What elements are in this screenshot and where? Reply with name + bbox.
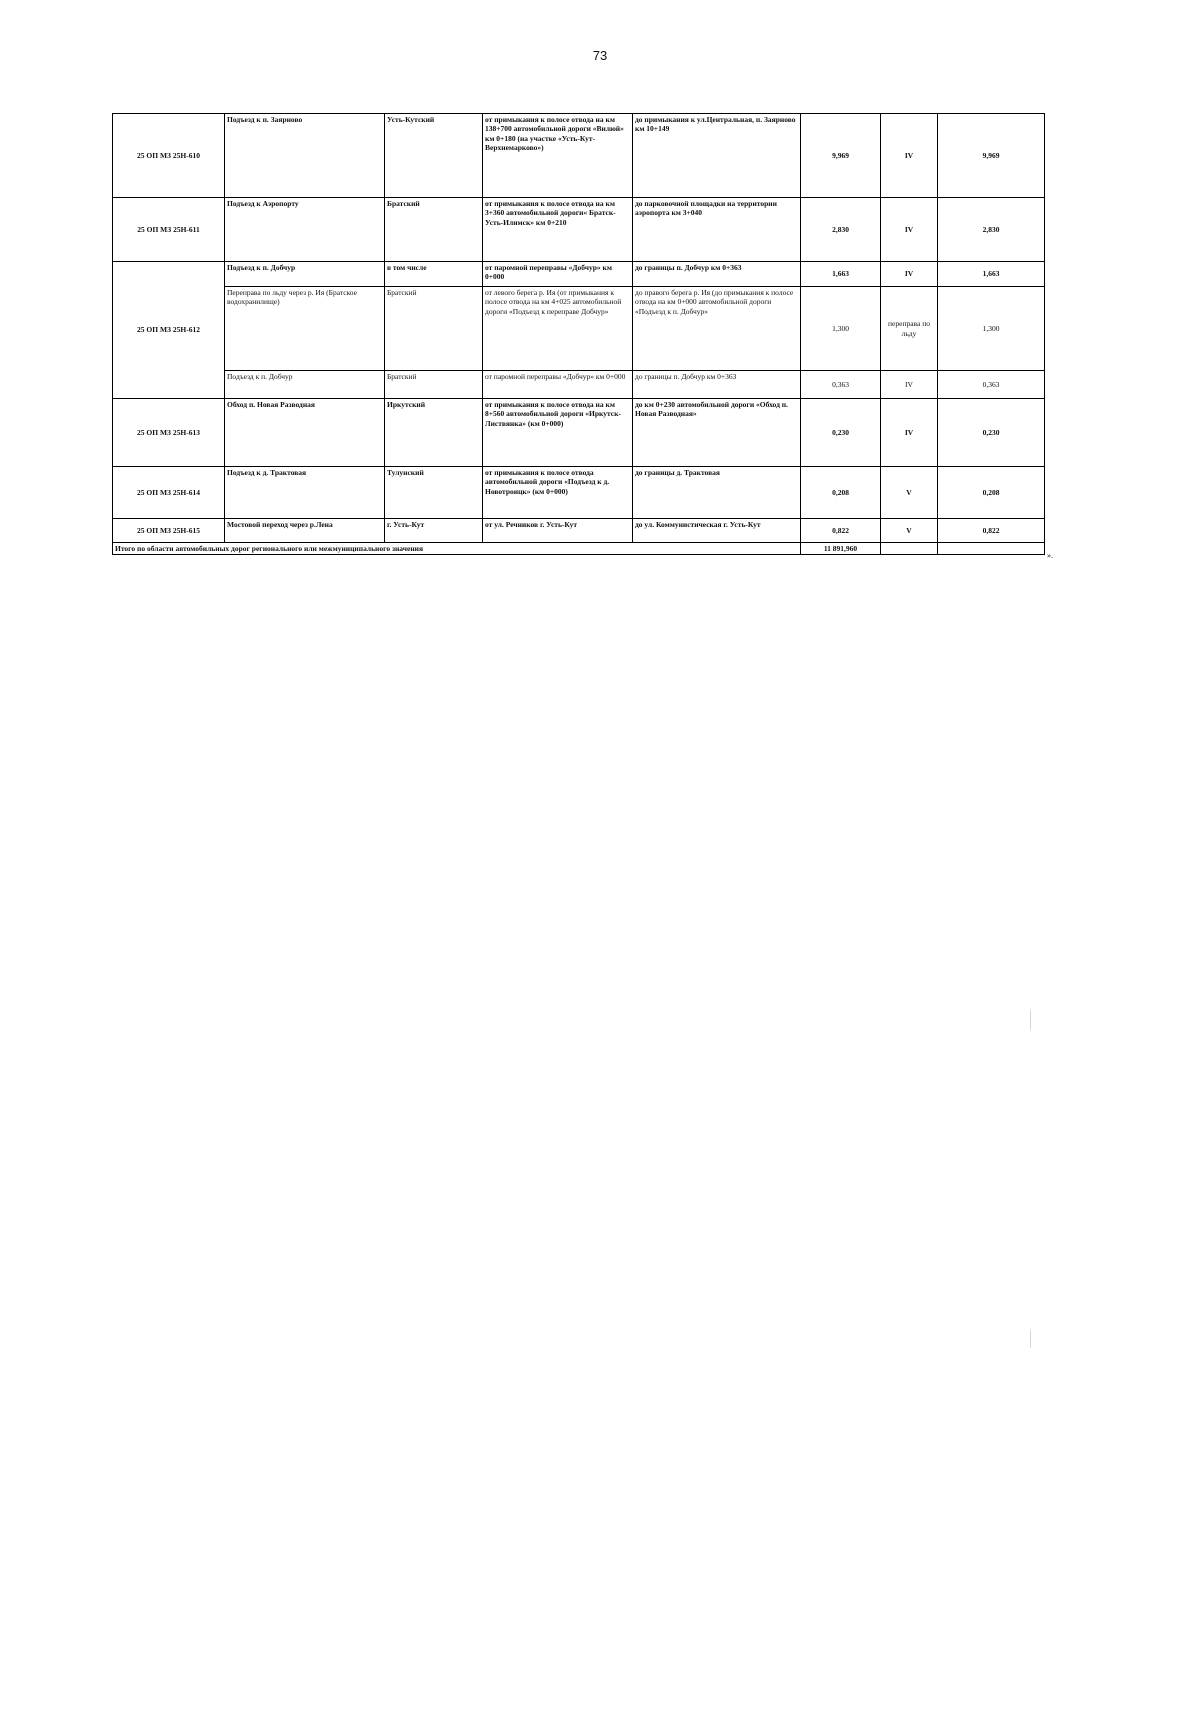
road-from: от примыкания к полосе отвода на км 8+560 автомобильной дороги «Иркутск-Листвянка» (км 0+000) [483, 399, 633, 467]
road-from: от примыкания к полосе отвода автомобильной дороги «Подъезд к д. Новотроицк» (км 0+000) [483, 467, 633, 519]
total-label: Итого по области автомобильных дорог регионального или межмуниципального значения [113, 543, 801, 555]
table-row [113, 467, 1045, 519]
roads-table [112, 113, 1045, 555]
road-total: 9,969 [938, 114, 1045, 198]
road-name: Подъезд к п. Заярново [225, 114, 385, 198]
road-district: Тулунский [385, 467, 483, 519]
road-district: Братский [385, 371, 483, 399]
road-name: Мостовой переход через р.Лена [225, 519, 385, 543]
road-to: до правого берега р. Ия (до примыкания к полосе отвода на км 0+000 автомобильной дороги «Подъезд к п. Добчур» [633, 287, 801, 371]
road-length: 0,363 [801, 371, 881, 399]
road-code: 25 ОП МЗ 25Н-611 [113, 198, 225, 262]
road-to: до границы д. Трактовая [633, 467, 801, 519]
road-district: Усть-Кутский [385, 114, 483, 198]
total-length: 11 891,960 [801, 543, 881, 555]
road-from: от левого берега р. Ия (от примыкания к полосе отвода на км 4+025 автомобильной дороги «Подъезд к переправе Добчур» [483, 287, 633, 371]
road-code: 25 ОП МЗ 25Н-612 [113, 262, 225, 399]
road-category: IV [881, 114, 938, 198]
total-row [113, 543, 1045, 555]
road-length: 2,830 [801, 198, 881, 262]
road-name: Подъезд к Аэропорту [225, 198, 385, 262]
road-category: IV [881, 399, 938, 467]
page-number: 73 [592, 48, 608, 63]
road-to: до км 0+230 автомобильной дороги «Обход п. Новая Разводная» [633, 399, 801, 467]
table-row [113, 198, 1045, 262]
road-length: 0,230 [801, 399, 881, 467]
road-length: 9,969 [801, 114, 881, 198]
road-total: 1,663 [938, 262, 1045, 287]
road-category: IV [881, 198, 938, 262]
road-name: Подъезд к п. Добчур [225, 371, 385, 399]
road-category: V [881, 467, 938, 519]
scan-artifact [1030, 1330, 1031, 1348]
table-row [113, 519, 1045, 543]
road-name: Переправа по льду через р. Ия (Братское водохранилище) [225, 287, 385, 371]
table-row [113, 287, 1045, 371]
road-to: до ул. Коммунистическая г. Усть-Кут [633, 519, 801, 543]
road-length: 1,663 [801, 262, 881, 287]
road-from: от ул. Речников г. Усть-Кут [483, 519, 633, 543]
road-to: до парковочной площадки на территории аэропорта км 3+040 [633, 198, 801, 262]
table-row [113, 262, 1045, 287]
road-district: Братский [385, 198, 483, 262]
total-sum-empty [938, 543, 1045, 555]
road-code: 25 ОП МЗ 25Н-610 [113, 114, 225, 198]
road-total: 0,230 [938, 399, 1045, 467]
road-length: 0,208 [801, 467, 881, 519]
road-to: до примыкания к ул.Центральная, п. Заярново км 10+149 [633, 114, 801, 198]
road-category: V [881, 519, 938, 543]
road-length: 0,822 [801, 519, 881, 543]
road-category: IV [881, 262, 938, 287]
road-total: 0,208 [938, 467, 1045, 519]
road-from: от паромной переправы «Добчур» км 0+000 [483, 371, 633, 399]
road-category: переправа по льду [881, 287, 938, 371]
road-from: от примыкания к полосе отвода на км 3+360 автомобильной дороги« Братск-Усть-Илимск» км 0+210 [483, 198, 633, 262]
road-to: до границы п. Добчур км 0+363 [633, 262, 801, 287]
road-district: в том числе [385, 262, 483, 287]
road-district: г. Усть-Кут [385, 519, 483, 543]
road-total: 0,822 [938, 519, 1045, 543]
road-district: Братский [385, 287, 483, 371]
total-category-empty [881, 543, 938, 555]
road-category: IV [881, 371, 938, 399]
road-name: Обход п. Новая Разводная [225, 399, 385, 467]
scan-artifact [1030, 1010, 1031, 1030]
road-district: Иркутский [385, 399, 483, 467]
road-from: от паромной переправы «Добчур» км 0+000 [483, 262, 633, 287]
road-name: Подъезд к п. Добчур [225, 262, 385, 287]
road-name: Подъезд к д. Трактовая [225, 467, 385, 519]
closing-quote: ». [1047, 551, 1053, 560]
table-row [113, 371, 1045, 399]
road-total: 1,300 [938, 287, 1045, 371]
road-code: 25 ОП МЗ 25Н-614 [113, 467, 225, 519]
road-total: 0,363 [938, 371, 1045, 399]
road-total: 2,830 [938, 198, 1045, 262]
road-code: 25 ОП МЗ 25Н-615 [113, 519, 225, 543]
road-length: 1,300 [801, 287, 881, 371]
table-row [113, 114, 1045, 198]
road-code: 25 ОП МЗ 25Н-613 [113, 399, 225, 467]
road-to: до границы п. Добчур км 0+363 [633, 371, 801, 399]
road-from: от примыкания к полосе отвода на км 138+700 автомобильной дороги «Вилюй» км 0+180 (на участке «Усть-Кут-Верхнемарково») [483, 114, 633, 198]
table-row [113, 399, 1045, 467]
